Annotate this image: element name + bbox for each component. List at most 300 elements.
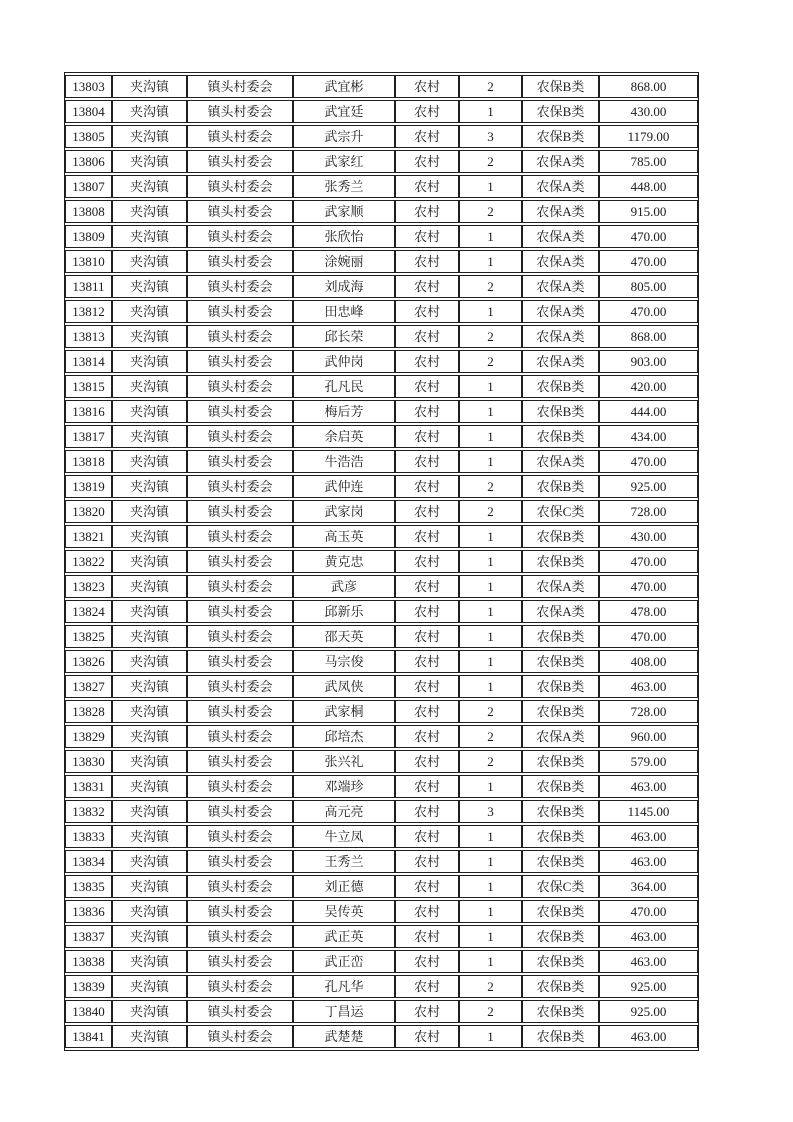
cell-area-type: 农村 [395,775,459,798]
table-row [65,1025,698,1048]
cell-town: 夹沟镇 [112,875,187,898]
cell-amount: 463.00 [599,925,698,948]
cell-village-committee: 镇头村委会 [187,400,293,423]
cell-record-id: 13818 [65,450,112,473]
cell-person-name: 邱新乐 [293,600,395,623]
cell-town: 夹沟镇 [112,800,187,823]
cell-person-name: 张兴礼 [293,750,395,773]
cell-person-count: 1 [459,425,522,448]
table-row [65,250,698,273]
cell-person-name: 黄克忠 [293,550,395,573]
cell-village-committee: 镇头村委会 [187,450,293,473]
cell-insurance-category: 农保B类 [522,475,599,498]
cell-town: 夹沟镇 [112,200,187,223]
cell-area-type: 农村 [395,250,459,273]
cell-town: 夹沟镇 [112,475,187,498]
cell-village-committee: 镇头村委会 [187,250,293,273]
cell-village-committee: 镇头村委会 [187,975,293,998]
cell-person-count: 2 [459,750,522,773]
cell-village-committee: 镇头村委会 [187,825,293,848]
cell-person-name: 武家岗 [293,500,395,523]
cell-area-type: 农村 [395,700,459,723]
cell-record-id: 13807 [65,175,112,198]
cell-village-committee: 镇头村委会 [187,425,293,448]
cell-amount: 1145.00 [599,800,698,823]
cell-record-id: 13840 [65,1000,112,1023]
cell-amount: 408.00 [599,650,698,673]
cell-town: 夹沟镇 [112,250,187,273]
cell-area-type: 农村 [395,400,459,423]
cell-record-id: 13813 [65,325,112,348]
cell-record-id: 13841 [65,1025,112,1048]
cell-amount: 463.00 [599,675,698,698]
cell-village-committee: 镇头村委会 [187,225,293,248]
cell-person-name: 武仲连 [293,475,395,498]
table-row [65,650,698,673]
cell-person-count: 2 [459,975,522,998]
cell-person-count: 1 [459,950,522,973]
cell-person-name: 牛浩浩 [293,450,395,473]
cell-area-type: 农村 [395,375,459,398]
cell-person-name: 武凤侠 [293,675,395,698]
table-row [65,350,698,373]
cell-person-count: 1 [459,825,522,848]
cell-area-type: 农村 [395,500,459,523]
cell-record-id: 13830 [65,750,112,773]
cell-record-id: 13804 [65,100,112,123]
cell-town: 夹沟镇 [112,325,187,348]
table-row [65,900,698,923]
cell-person-count: 1 [459,600,522,623]
cell-town: 夹沟镇 [112,950,187,973]
cell-person-name: 梅后芳 [293,400,395,423]
cell-person-count: 3 [459,800,522,823]
cell-record-id: 13823 [65,575,112,598]
cell-village-committee: 镇头村委会 [187,525,293,548]
cell-area-type: 农村 [395,1025,459,1048]
cell-area-type: 农村 [395,200,459,223]
cell-insurance-category: 农保A类 [522,150,599,173]
cell-amount: 470.00 [599,250,698,273]
cell-area-type: 农村 [395,75,459,98]
cell-area-type: 农村 [395,825,459,848]
cell-village-committee: 镇头村委会 [187,725,293,748]
cell-insurance-category: 农保A类 [522,225,599,248]
cell-record-id: 13816 [65,400,112,423]
cell-person-count: 1 [459,625,522,648]
cell-area-type: 农村 [395,925,459,948]
cell-village-committee: 镇头村委会 [187,100,293,123]
cell-record-id: 13824 [65,600,112,623]
cell-person-name: 牛立凤 [293,825,395,848]
cell-town: 夹沟镇 [112,975,187,998]
cell-record-id: 13810 [65,250,112,273]
cell-person-count: 2 [459,725,522,748]
table-row [65,375,698,398]
cell-person-count: 1 [459,250,522,273]
table-row [65,100,698,123]
table-row [65,150,698,173]
table-row [65,475,698,498]
cell-insurance-category: 农保B类 [522,1025,599,1048]
cell-town: 夹沟镇 [112,425,187,448]
cell-insurance-category: 农保B类 [522,75,599,98]
cell-village-committee: 镇头村委会 [187,625,293,648]
cell-area-type: 农村 [395,550,459,573]
cell-village-committee: 镇头村委会 [187,75,293,98]
cell-town: 夹沟镇 [112,675,187,698]
cell-village-committee: 镇头村委会 [187,175,293,198]
cell-record-id: 13803 [65,75,112,98]
cell-insurance-category: 农保B类 [522,750,599,773]
cell-town: 夹沟镇 [112,100,187,123]
cell-amount: 579.00 [599,750,698,773]
cell-town: 夹沟镇 [112,500,187,523]
table-body [65,75,698,1048]
cell-person-name: 刘正德 [293,875,395,898]
cell-person-count: 1 [459,925,522,948]
cell-insurance-category: 农保B类 [522,800,599,823]
cell-person-name: 邱长荣 [293,325,395,348]
cell-insurance-category: 农保A类 [522,725,599,748]
cell-person-count: 2 [459,475,522,498]
table-row [65,575,698,598]
cell-person-name: 武宜廷 [293,100,395,123]
cell-town: 夹沟镇 [112,75,187,98]
cell-person-name: 武家红 [293,150,395,173]
cell-person-name: 涂婉丽 [293,250,395,273]
cell-person-name: 武正峦 [293,950,395,973]
cell-amount: 470.00 [599,550,698,573]
cell-person-count: 2 [459,325,522,348]
cell-amount: 728.00 [599,500,698,523]
cell-record-id: 13829 [65,725,112,748]
cell-person-name: 武仲岗 [293,350,395,373]
table-row [65,200,698,223]
table-row [65,750,698,773]
table-row [65,525,698,548]
table-row [65,850,698,873]
cell-area-type: 农村 [395,325,459,348]
cell-amount: 868.00 [599,325,698,348]
table-row [65,450,698,473]
table-row [65,600,698,623]
cell-town: 夹沟镇 [112,925,187,948]
cell-amount: 470.00 [599,225,698,248]
cell-town: 夹沟镇 [112,175,187,198]
cell-person-count: 2 [459,700,522,723]
cell-amount: 785.00 [599,150,698,173]
cell-village-committee: 镇头村委会 [187,575,293,598]
cell-town: 夹沟镇 [112,350,187,373]
cell-person-name: 余启英 [293,425,395,448]
cell-person-name: 邵天英 [293,625,395,648]
cell-area-type: 农村 [395,450,459,473]
cell-town: 夹沟镇 [112,525,187,548]
cell-person-count: 1 [459,100,522,123]
cell-amount: 925.00 [599,475,698,498]
cell-person-name: 张欣怡 [293,225,395,248]
cell-area-type: 农村 [395,300,459,323]
cell-record-id: 13814 [65,350,112,373]
cell-record-id: 13825 [65,625,112,648]
cell-person-count: 1 [459,300,522,323]
cell-village-committee: 镇头村委会 [187,750,293,773]
cell-town: 夹沟镇 [112,1025,187,1048]
cell-record-id: 13833 [65,825,112,848]
cell-area-type: 农村 [395,850,459,873]
cell-person-name: 武家桐 [293,700,395,723]
table-row [65,625,698,648]
insurance-roster-table [64,72,699,1051]
cell-record-id: 13821 [65,525,112,548]
cell-town: 夹沟镇 [112,600,187,623]
table-row [65,875,698,898]
cell-person-count: 1 [459,850,522,873]
cell-area-type: 农村 [395,525,459,548]
table-row [65,275,698,298]
cell-village-committee: 镇头村委会 [187,775,293,798]
cell-town: 夹沟镇 [112,900,187,923]
cell-amount: 478.00 [599,600,698,623]
cell-village-committee: 镇头村委会 [187,700,293,723]
cell-insurance-category: 农保A类 [522,300,599,323]
cell-area-type: 农村 [395,975,459,998]
cell-record-id: 13817 [65,425,112,448]
cell-person-count: 1 [459,450,522,473]
cell-amount: 925.00 [599,975,698,998]
cell-village-committee: 镇头村委会 [187,300,293,323]
cell-area-type: 农村 [395,900,459,923]
cell-town: 夹沟镇 [112,300,187,323]
cell-insurance-category: 农保B类 [522,425,599,448]
table-row [65,950,698,973]
cell-person-name: 武楚楚 [293,1025,395,1048]
cell-person-name: 丁昌运 [293,1000,395,1023]
cell-area-type: 农村 [395,875,459,898]
cell-insurance-category: 农保A类 [522,275,599,298]
cell-person-name: 王秀兰 [293,850,395,873]
cell-person-name: 武正英 [293,925,395,948]
cell-person-name: 武家顺 [293,200,395,223]
cell-insurance-category: 农保B类 [522,925,599,948]
table-row [65,325,698,348]
cell-insurance-category: 农保A类 [522,350,599,373]
cell-area-type: 农村 [395,750,459,773]
cell-person-name: 高玉英 [293,525,395,548]
table-row [65,400,698,423]
cell-town: 夹沟镇 [112,125,187,148]
cell-village-committee: 镇头村委会 [187,1000,293,1023]
cell-town: 夹沟镇 [112,850,187,873]
cell-village-committee: 镇头村委会 [187,475,293,498]
cell-village-committee: 镇头村委会 [187,600,293,623]
cell-insurance-category: 农保B类 [522,975,599,998]
cell-person-count: 1 [459,575,522,598]
cell-person-count: 1 [459,375,522,398]
cell-town: 夹沟镇 [112,150,187,173]
cell-person-count: 2 [459,75,522,98]
cell-amount: 903.00 [599,350,698,373]
cell-record-id: 13835 [65,875,112,898]
cell-person-name: 孔凡民 [293,375,395,398]
cell-insurance-category: 农保A类 [522,575,599,598]
cell-person-name: 武宜彬 [293,75,395,98]
cell-insurance-category: 农保B类 [522,1000,599,1023]
cell-town: 夹沟镇 [112,1000,187,1023]
cell-insurance-category: 农保B类 [522,650,599,673]
cell-area-type: 农村 [395,100,459,123]
table-row [65,700,698,723]
cell-record-id: 13836 [65,900,112,923]
cell-area-type: 农村 [395,725,459,748]
cell-village-committee: 镇头村委会 [187,150,293,173]
cell-amount: 463.00 [599,1025,698,1048]
cell-record-id: 13820 [65,500,112,523]
table-row [65,1000,698,1023]
cell-record-id: 13809 [65,225,112,248]
cell-town: 夹沟镇 [112,375,187,398]
cell-town: 夹沟镇 [112,225,187,248]
cell-insurance-category: 农保B类 [522,375,599,398]
cell-town: 夹沟镇 [112,825,187,848]
cell-insurance-category: 农保B类 [522,100,599,123]
cell-record-id: 13815 [65,375,112,398]
cell-record-id: 13819 [65,475,112,498]
cell-town: 夹沟镇 [112,625,187,648]
cell-person-count: 1 [459,225,522,248]
table-row [65,75,698,98]
cell-record-id: 13828 [65,700,112,723]
cell-person-name: 邓端珍 [293,775,395,798]
cell-town: 夹沟镇 [112,450,187,473]
cell-amount: 960.00 [599,725,698,748]
cell-amount: 463.00 [599,825,698,848]
cell-insurance-category: 农保B类 [522,550,599,573]
table-row [65,175,698,198]
cell-area-type: 农村 [395,675,459,698]
cell-person-name: 高元亮 [293,800,395,823]
cell-person-count: 2 [459,150,522,173]
cell-amount: 868.00 [599,75,698,98]
cell-town: 夹沟镇 [112,750,187,773]
cell-amount: 434.00 [599,425,698,448]
cell-insurance-category: 农保A类 [522,200,599,223]
cell-person-count: 1 [459,650,522,673]
cell-record-id: 13808 [65,200,112,223]
cell-town: 夹沟镇 [112,650,187,673]
cell-person-name: 武彦 [293,575,395,598]
cell-amount: 448.00 [599,175,698,198]
cell-insurance-category: 农保B类 [522,525,599,548]
cell-area-type: 农村 [395,1000,459,1023]
cell-person-count: 1 [459,400,522,423]
cell-person-count: 1 [459,1025,522,1048]
cell-record-id: 13837 [65,925,112,948]
cell-amount: 470.00 [599,575,698,598]
cell-area-type: 农村 [395,150,459,173]
cell-insurance-category: 农保A类 [522,175,599,198]
cell-amount: 430.00 [599,100,698,123]
cell-town: 夹沟镇 [112,700,187,723]
table-row [65,500,698,523]
cell-area-type: 农村 [395,175,459,198]
cell-village-committee: 镇头村委会 [187,325,293,348]
cell-town: 夹沟镇 [112,725,187,748]
cell-person-count: 1 [459,675,522,698]
cell-insurance-category: 农保B类 [522,625,599,648]
table-row [65,675,698,698]
cell-person-count: 2 [459,500,522,523]
cell-person-count: 1 [459,775,522,798]
cell-area-type: 农村 [395,575,459,598]
cell-amount: 915.00 [599,200,698,223]
cell-amount: 728.00 [599,700,698,723]
cell-village-committee: 镇头村委会 [187,900,293,923]
cell-insurance-category: 农保C类 [522,875,599,898]
table-row [65,725,698,748]
cell-area-type: 农村 [395,650,459,673]
cell-area-type: 农村 [395,275,459,298]
table-row [65,300,698,323]
cell-insurance-category: 农保A类 [522,600,599,623]
cell-person-name: 吴传英 [293,900,395,923]
cell-insurance-category: 农保C类 [522,500,599,523]
table-row [65,800,698,823]
cell-person-count: 1 [459,550,522,573]
cell-village-committee: 镇头村委会 [187,875,293,898]
cell-person-name: 马宗俊 [293,650,395,673]
cell-village-committee: 镇头村委会 [187,850,293,873]
cell-area-type: 农村 [395,225,459,248]
cell-amount: 463.00 [599,775,698,798]
cell-area-type: 农村 [395,625,459,648]
cell-village-committee: 镇头村委会 [187,350,293,373]
cell-village-committee: 镇头村委会 [187,375,293,398]
cell-person-count: 1 [459,875,522,898]
cell-record-id: 13838 [65,950,112,973]
cell-insurance-category: 农保B类 [522,825,599,848]
cell-record-id: 13826 [65,650,112,673]
cell-insurance-category: 农保B类 [522,675,599,698]
cell-village-committee: 镇头村委会 [187,950,293,973]
cell-village-committee: 镇头村委会 [187,500,293,523]
table-row [65,825,698,848]
cell-record-id: 13839 [65,975,112,998]
cell-amount: 1179.00 [599,125,698,148]
cell-record-id: 13834 [65,850,112,873]
cell-insurance-category: 农保B类 [522,775,599,798]
cell-insurance-category: 农保B类 [522,400,599,423]
cell-insurance-category: 农保B类 [522,950,599,973]
cell-amount: 444.00 [599,400,698,423]
table-row [65,225,698,248]
cell-record-id: 13822 [65,550,112,573]
cell-village-committee: 镇头村委会 [187,1025,293,1048]
cell-person-count: 2 [459,200,522,223]
cell-person-count: 2 [459,1000,522,1023]
cell-person-name: 武宗升 [293,125,395,148]
cell-amount: 430.00 [599,525,698,548]
cell-town: 夹沟镇 [112,550,187,573]
table-row [65,775,698,798]
cell-town: 夹沟镇 [112,775,187,798]
cell-person-name: 刘成海 [293,275,395,298]
cell-person-count: 1 [459,175,522,198]
cell-amount: 463.00 [599,950,698,973]
cell-record-id: 13812 [65,300,112,323]
cell-person-count: 3 [459,125,522,148]
